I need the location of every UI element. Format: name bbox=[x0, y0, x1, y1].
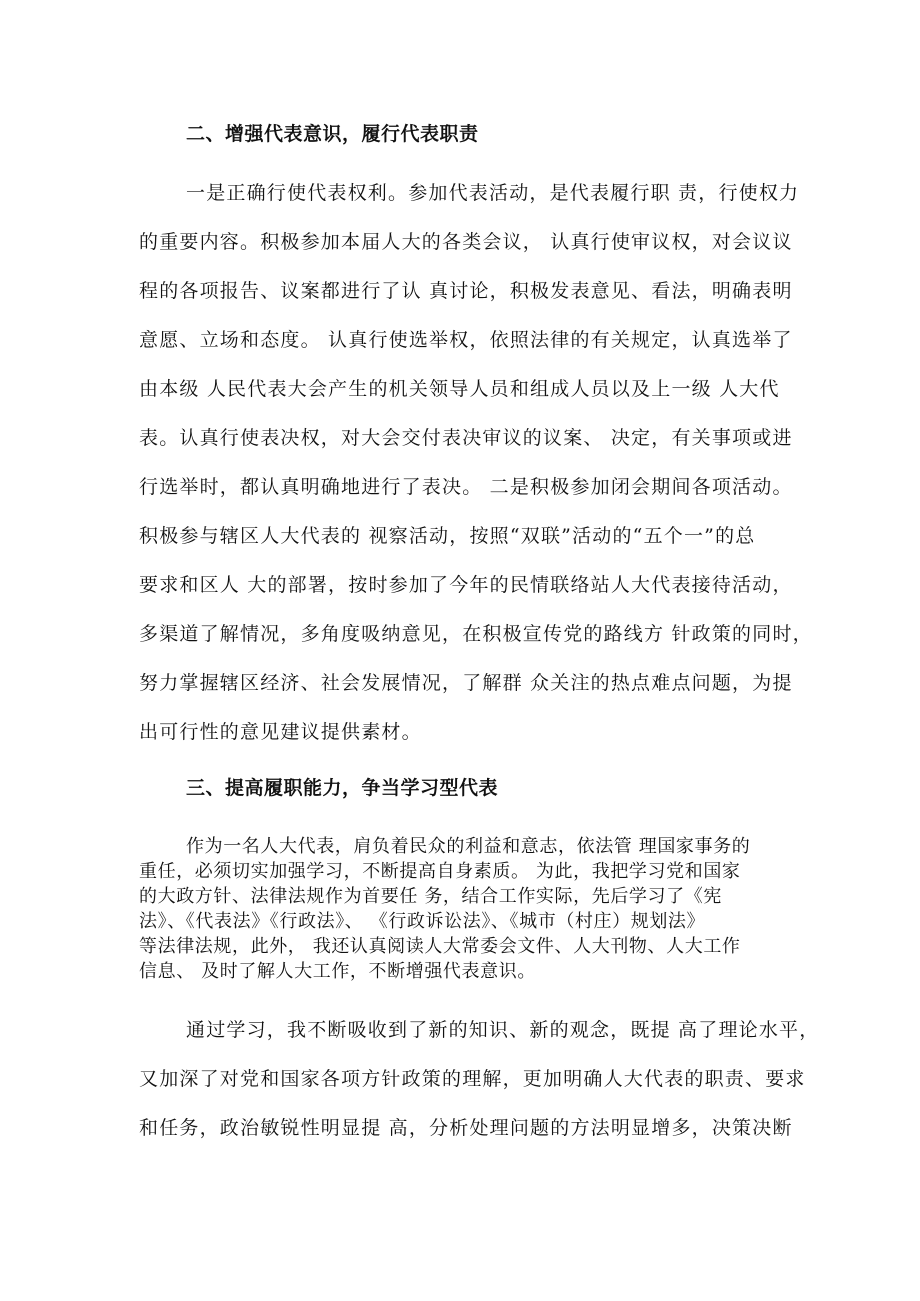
paragraph-line: 努力掌握辖区经济、社会发展情况，了解群 众关注的热点难点问题，为提 bbox=[139, 672, 793, 694]
paragraph-line: 的大政方针、法律法规作为首要任 务，结合工作实际，先后学习了《宪 bbox=[139, 886, 722, 907]
paragraph-line: 法》、《代表法》《行政法》、 《行政诉讼法》、《城市（村庄）规划法》 bbox=[139, 911, 706, 932]
paragraph-line: 又加深了对党和国家各项方针政策的理解，更加明确人大代表的职责、要求 bbox=[139, 1068, 806, 1090]
paragraph-line: 意愿、立场和态度。 认真行使选举权，依照法律的有关规定，认真选举了 bbox=[139, 329, 793, 351]
section-heading-2: 二、增强代表意识，履行代表职责 bbox=[186, 123, 479, 145]
paragraph-line: 作为一名人大代表，肩负着民众的利益和意志，依法管 理国家事务的 bbox=[186, 836, 751, 857]
paragraph-line: 通过学习，我不断吸收到了新的知识、新的观念，既提 高了理论水平， bbox=[186, 1019, 820, 1041]
paragraph-line: 积极参与辖区人大代表的 视察活动，按照“双联”活动的“五个一”的总 bbox=[139, 525, 756, 547]
paragraph-line: 由本级 人民代表大会产生的机关领导人员和组成人员以及上一级 人大代 bbox=[139, 378, 780, 400]
paragraph-line: 出可行性的意见建议提供素材。 bbox=[139, 721, 422, 743]
paragraph-line: 的重要内容。积极参加本届人大的各类会议， 认真行使审议权，对会议议 bbox=[139, 231, 793, 253]
paragraph-line: 信息、 及时了解人大工作，不断增强代表意识。 bbox=[139, 961, 536, 982]
paragraph-line: 和任务，政治敏锐性明显提 高，分析处理问题的方法明显增多，决策决断 bbox=[139, 1117, 793, 1139]
paragraph-line: 表。认真行使表决权，对大会交付表决审议的议案、 决定，有关事项或进 bbox=[139, 427, 793, 449]
paragraph-line: 多渠道了解情况，多角度吸纳意见，在积极宣传党的路线方 针政策的同时， bbox=[139, 623, 813, 645]
paragraph-line: 一是正确行使代表权利。参加代表活动，是代表履行职 责，行使权力 bbox=[186, 182, 800, 204]
paragraph-line: 重任，必须切实加强学习，不断提高自身素质。 为此，我把学习党和国家 bbox=[139, 861, 741, 882]
paragraph-line: 等法律法规，此外， 我还认真阅读人大常委会文件、人大刊物、人大工作 bbox=[139, 936, 741, 957]
section-heading-3: 三、提高履职能力，争当学习型代表 bbox=[186, 777, 499, 799]
paragraph-line: 程的各项报告、议案都进行了认 真讨论，积极发表意见、看法，明确表明 bbox=[139, 280, 793, 302]
paragraph-line: 行选举时，都认真明确地进行了表决。 二是积极参加闭会期间各项活动。 bbox=[139, 476, 793, 498]
paragraph-line: 要求和区人 大的部署，按时参加了今年的民情联络站人大代表接待活动， bbox=[139, 574, 793, 596]
